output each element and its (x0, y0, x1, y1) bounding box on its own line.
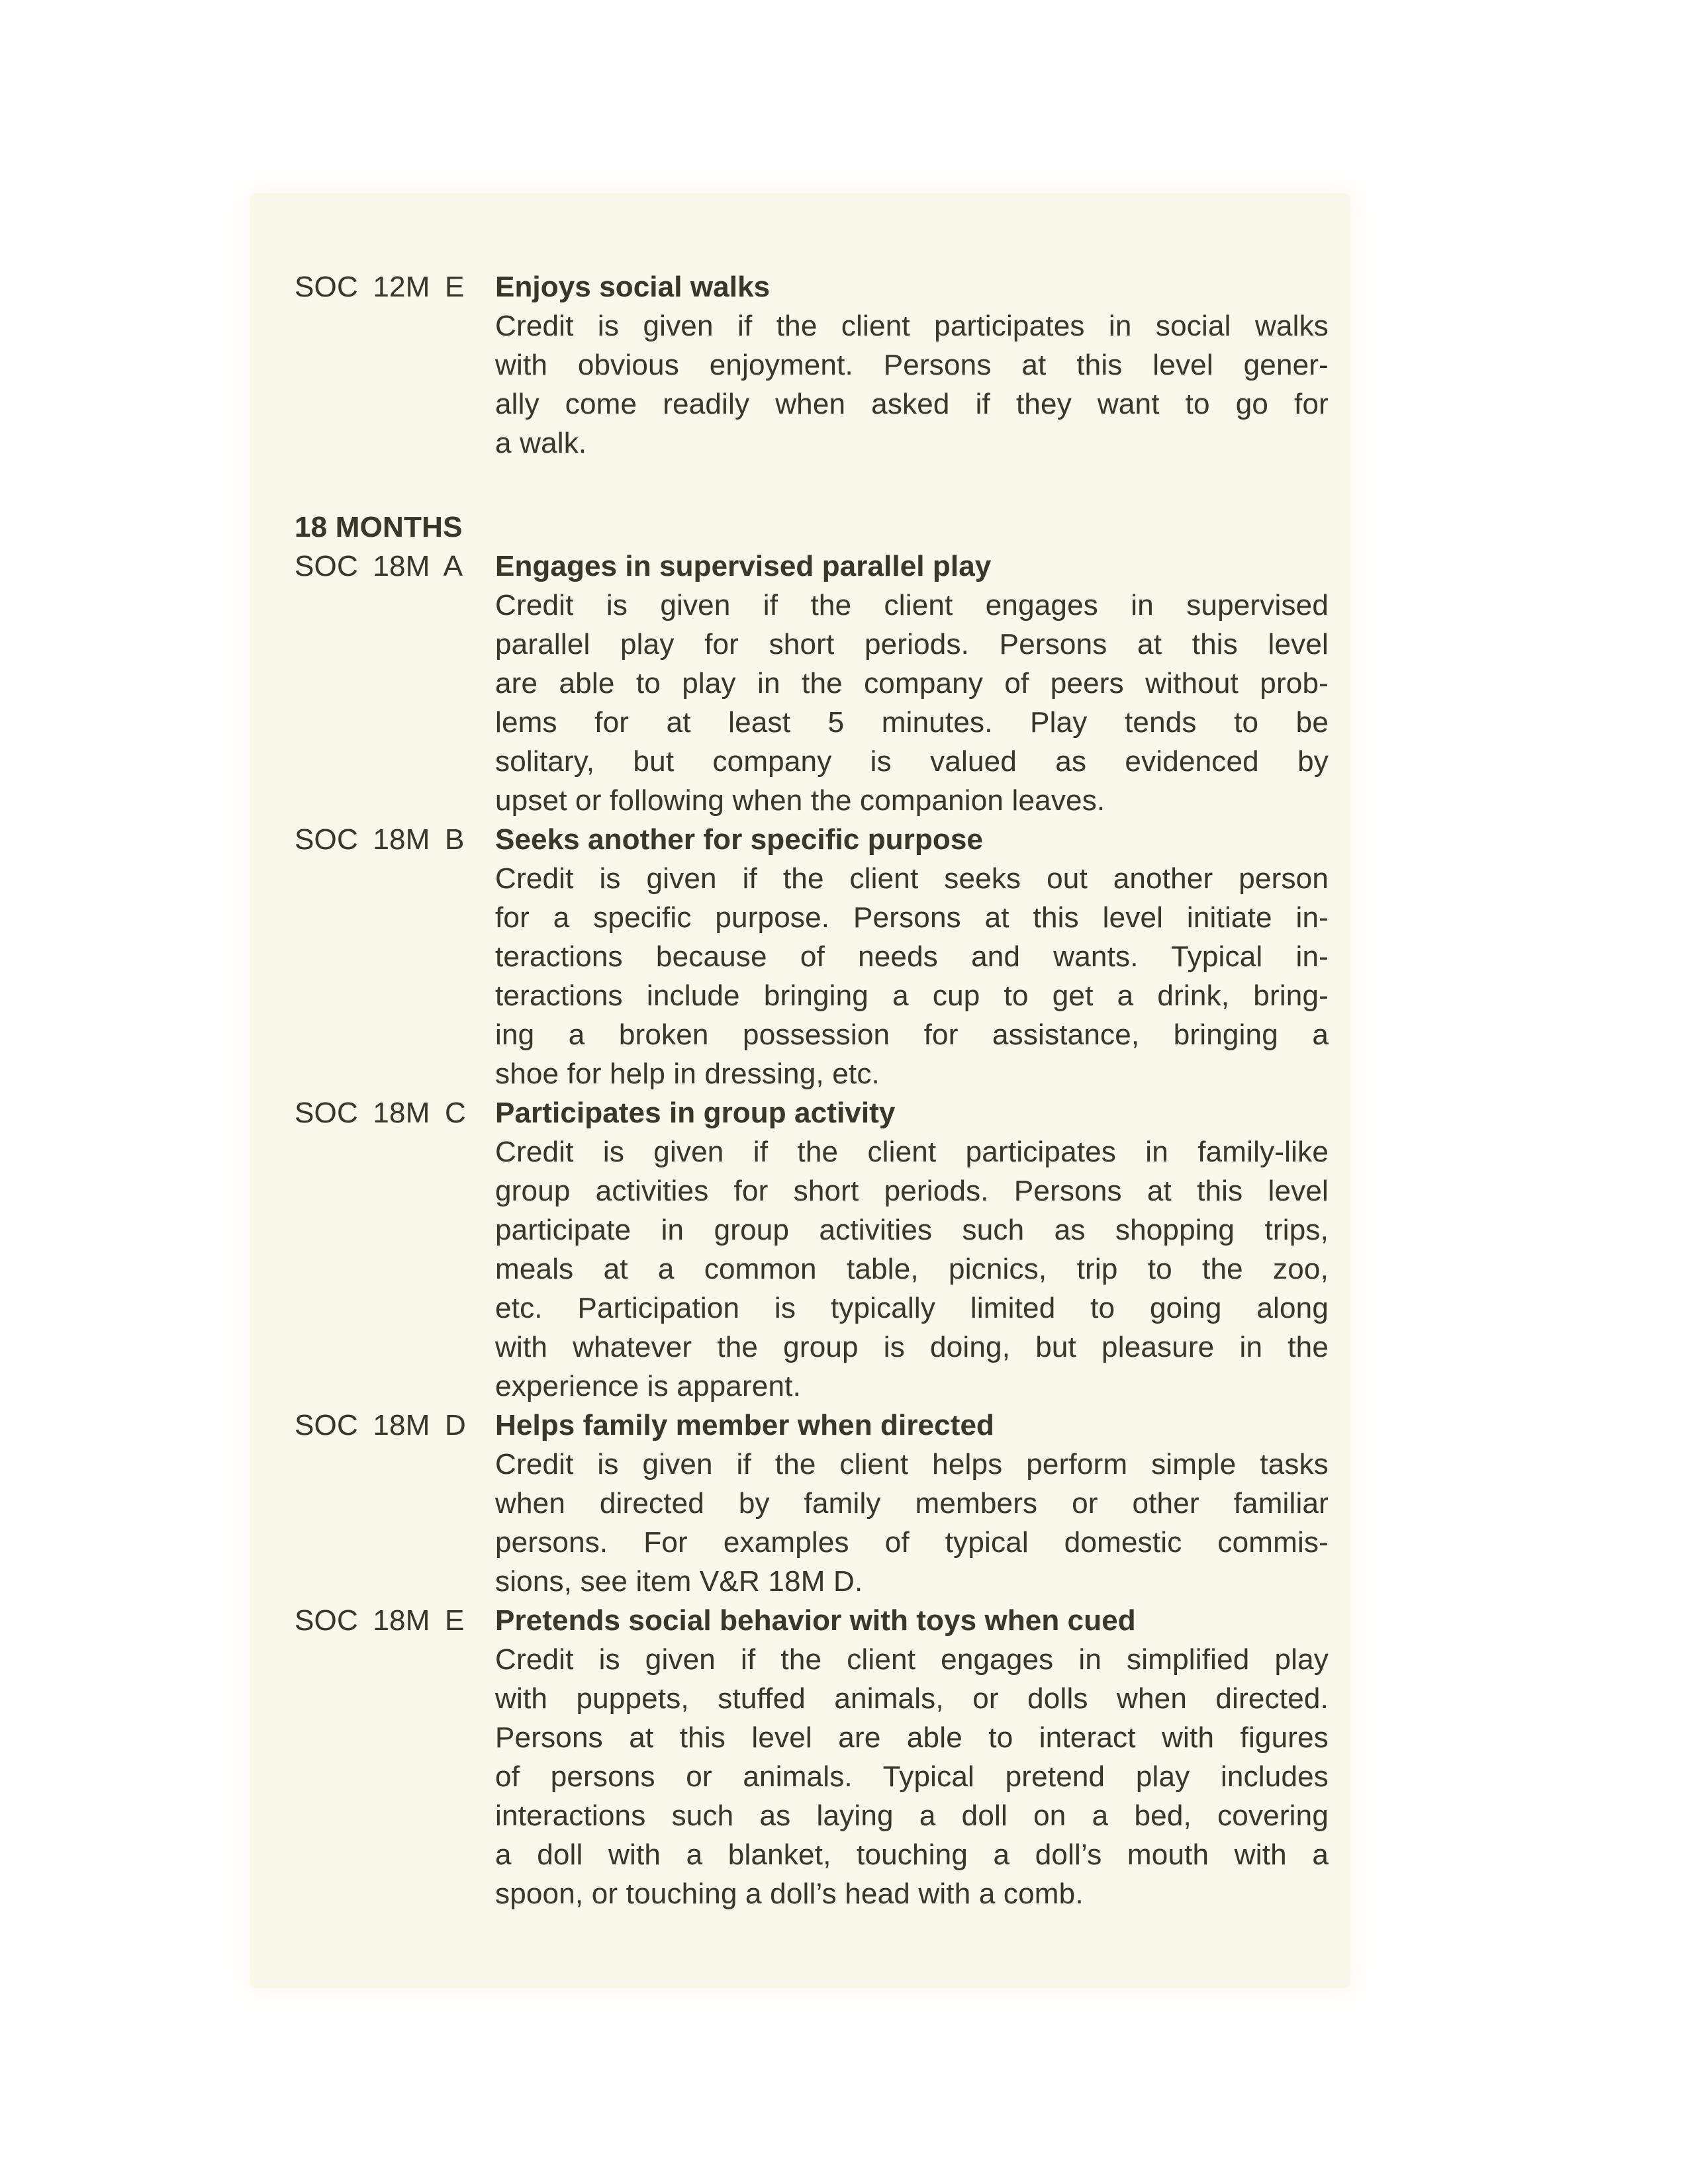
item-title: Seeks another for specific purpose (495, 823, 983, 856)
item-code: SOC 18M A (295, 550, 463, 582)
item-text-column (495, 547, 1329, 820)
text-line: Credit is given if the client participates in family-like (495, 1136, 1329, 1168)
age-section-heading: 18 MONTHS (295, 511, 463, 543)
item-description (495, 859, 1329, 1093)
text-line: with puppets, stuffed animals, or dolls when directed. (495, 1682, 1329, 1715)
item-title: Pretends social behavior with toys when cued (495, 1604, 1136, 1637)
text-line: Credit is given if the client helps perform simple tasks (495, 1448, 1329, 1480)
text-line: interactions such as laying a doll on a bed, covering (495, 1799, 1329, 1832)
text-line: for a specific purpose. Persons at this level initiate in- (495, 901, 1329, 934)
page-content (295, 267, 1329, 1913)
text-line: sions, see item V&R 18M D. (495, 1565, 863, 1598)
assessment-item-soc-18m-a (295, 547, 1329, 820)
item-text-column (495, 1093, 1329, 1406)
text-line: experience is apparent. (495, 1370, 802, 1402)
text-line: lems for at least 5 minutes. Play tends to be (495, 706, 1329, 739)
text-line: Credit is given if the client engages in simplified play (495, 1643, 1329, 1676)
text-line: when directed by family members or other familiar (495, 1487, 1329, 1520)
item-text-column (495, 1601, 1329, 1913)
item-title: Participates in group activity (495, 1097, 896, 1129)
text-line: upset or following when the companion leaves. (495, 784, 1105, 817)
text-line: Credit is given if the client engages in supervised (495, 589, 1329, 621)
text-line: group activities for short periods. Persons at this level (495, 1175, 1329, 1207)
item-title: Enjoys social walks (495, 271, 771, 303)
text-line: solitary, but company is valued as evidenced by (495, 745, 1329, 778)
item-text-column (495, 267, 1329, 463)
text-line: participate in group activities such as shopping trips, (495, 1214, 1329, 1246)
item-text-column (495, 1406, 1329, 1601)
text-line: spoon, or touching a doll’s head with a comb. (495, 1878, 1084, 1910)
text-line: with obvious enjoyment. Persons at this level gener- (495, 349, 1329, 381)
text-line: are able to play in the company of peers without prob- (495, 667, 1329, 700)
assessment-item-soc-12m-e (295, 267, 1329, 463)
text-line: etc. Participation is typically limited to going along (495, 1292, 1329, 1324)
item-title: Engages in supervised parallel play (495, 550, 992, 582)
text-line: ing a broken possession for assistance, bringing a (495, 1019, 1329, 1051)
item-code: SOC 12M E (295, 271, 465, 303)
text-line: teractions include bringing a cup to get a drink, bring- (495, 979, 1329, 1012)
text-line: of persons or animals. Typical pretend play includes (495, 1760, 1329, 1793)
text-line: with whatever the group is doing, but pleasure in the (495, 1331, 1329, 1363)
item-description (495, 306, 1329, 463)
item-description (495, 1132, 1329, 1406)
item-description (495, 586, 1329, 820)
text-line: shoe for help in dressing, etc. (495, 1058, 880, 1090)
assessment-item-soc-18m-b (295, 820, 1329, 1093)
item-description (495, 1445, 1329, 1601)
text-line: persons. For examples of typical domestic commis- (495, 1526, 1329, 1559)
assessment-item-soc-18m-e (295, 1601, 1329, 1913)
item-description (495, 1640, 1329, 1913)
item-title: Helps family member when directed (495, 1409, 994, 1441)
item-text-column (495, 820, 1329, 1093)
item-code: SOC 18M C (295, 1097, 466, 1129)
text-line: Credit is given if the client participates in social walks (495, 310, 1329, 342)
text-line: ally come readily when asked if they want to go for (495, 388, 1329, 420)
text-line: Persons at this level are able to interact with figures (495, 1721, 1329, 1754)
text-line: a walk. (495, 427, 587, 459)
text-line: parallel play for short periods. Persons at this level (495, 628, 1329, 660)
item-code: SOC 18M D (295, 1409, 466, 1441)
scanned-page (250, 193, 1350, 1988)
assessment-item-soc-18m-c (295, 1093, 1329, 1406)
text-line: teractions because of needs and wants. Typical in- (495, 940, 1329, 973)
item-code: SOC 18M B (295, 823, 465, 856)
text-line: meals at a common table, picnics, trip to the zoo, (495, 1253, 1329, 1285)
item-code: SOC 18M E (295, 1604, 465, 1637)
assessment-item-soc-18m-d (295, 1406, 1329, 1601)
text-line: a doll with a blanket, touching a doll’s mouth with a (495, 1839, 1329, 1871)
text-line: Credit is given if the client seeks out another person (495, 862, 1329, 895)
